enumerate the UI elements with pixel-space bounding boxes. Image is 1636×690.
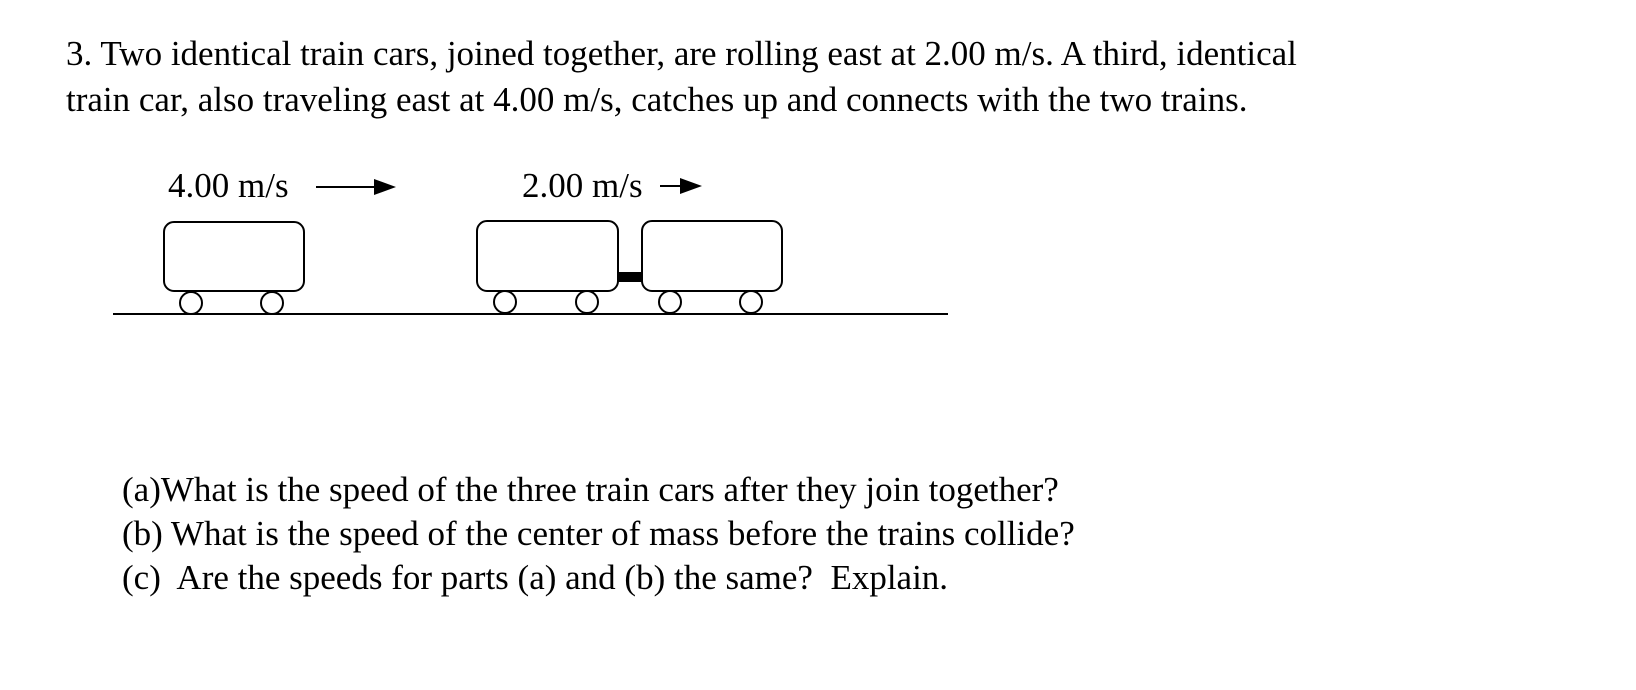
single-car-speed-label: 4.00 m/s [168,166,289,205]
joined-train-car-right [642,221,782,313]
left-car-body [477,221,618,291]
left-car-wheel-front [494,291,516,313]
question-list [122,468,1075,600]
right-car-wheel-front [659,291,681,313]
joined-train-car-left [477,221,618,313]
right-car-wheel-rear [740,291,762,313]
left-car-wheel-rear [576,291,598,313]
question-b: (b) What is the speed of the center of mass before the trains collide? [122,514,1075,553]
pair-speed-label: 2.00 m/s [522,166,643,205]
single-car-wheel-rear [261,292,283,314]
right-car-body [642,221,782,291]
problem-line-2: train car, also traveling east at 4.00 m/s, catches up and connects with the two trains. [66,80,1248,119]
single-car-body [164,222,304,291]
question-a: (a)What is the speed of the three train cars after they join together? [122,470,1059,509]
single-car-wheel-front [180,292,202,314]
problem-line-1: 3. Two identical train cars, joined together, are rolling east at 2.00 m/s. A third, identical [66,34,1297,73]
pair-velocity-arrow [660,178,702,194]
coupler [618,272,642,282]
single-train-car [164,222,304,314]
single-car-velocity-arrow [316,179,396,195]
question-c: (c) Are the speeds for parts (a) and (b) the same? Explain. [122,558,949,597]
